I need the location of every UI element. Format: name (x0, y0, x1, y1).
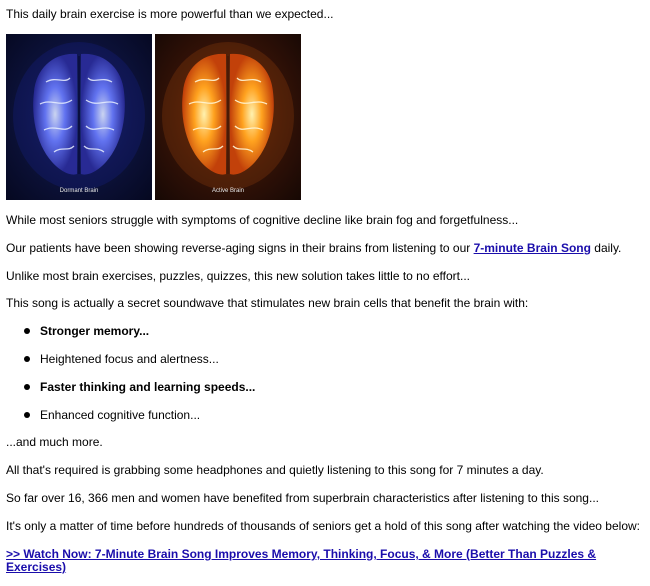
bullet-icon (24, 384, 30, 390)
paragraph-2 (6, 241, 621, 255)
paragraph-2-before: Our patients have been showing reverse-aging signs in their brains from listening to our (6, 241, 474, 255)
paragraph-3: Unlike most brain exercises, puzzles, quizzes, this new solution takes little to no effort... (6, 269, 470, 283)
bullet-icon (24, 328, 30, 334)
list-item-text: Faster thinking and learning speeds... (40, 380, 256, 394)
paragraph-1: While most seniors struggle with symptoms of cognitive decline like brain fog and forgetfulness... (6, 213, 519, 227)
bullet-icon (24, 412, 30, 418)
paragraph-4: This song is actually a secret soundwave that stimulates new brain cells that benefit the brain with: (6, 296, 529, 310)
dormant-brain-icon (6, 34, 152, 200)
bullet-icon (24, 356, 30, 362)
list-item-text: Heightened focus and alertness... (40, 352, 219, 366)
active-brain-image (155, 34, 301, 200)
paragraph-8: It's only a matter of time before hundreds of thousands of seniors get a hold of this song after watching the video below: (6, 519, 640, 533)
paragraph-7: So far over 16, 366 men and women have benefited from superbrain characteristics after listening to this song... (6, 491, 599, 505)
active-brain-caption: Active Brain (211, 188, 244, 194)
paragraph-5: ...and much more. (6, 435, 103, 449)
intro-text: This daily brain exercise is more powerful than we expected... (6, 7, 334, 21)
dormant-brain-caption: Dormant Brain (59, 188, 99, 194)
watch-now-link[interactable]: >> Watch Now: 7-Minute Brain Song Improves Memory, Thinking, Focus, & More (Better Than Puzzles & Exercises) (6, 547, 597, 574)
paragraph-6: All that's required is grabbing some headphones and quietly listening to this song for 7 minutes a day. (6, 463, 544, 477)
watch-now-cta (6, 548, 636, 574)
paragraph-2-after: daily. (590, 241, 622, 255)
list-item-text: Stronger memory... (40, 324, 150, 338)
active-brain-icon (155, 34, 301, 200)
brain-song-link[interactable]: 7-minute Brain Song (473, 241, 591, 255)
dormant-brain-image (6, 34, 152, 200)
list-item-text: Enhanced cognitive function... (40, 408, 201, 422)
brain-comparison-image (6, 34, 302, 200)
